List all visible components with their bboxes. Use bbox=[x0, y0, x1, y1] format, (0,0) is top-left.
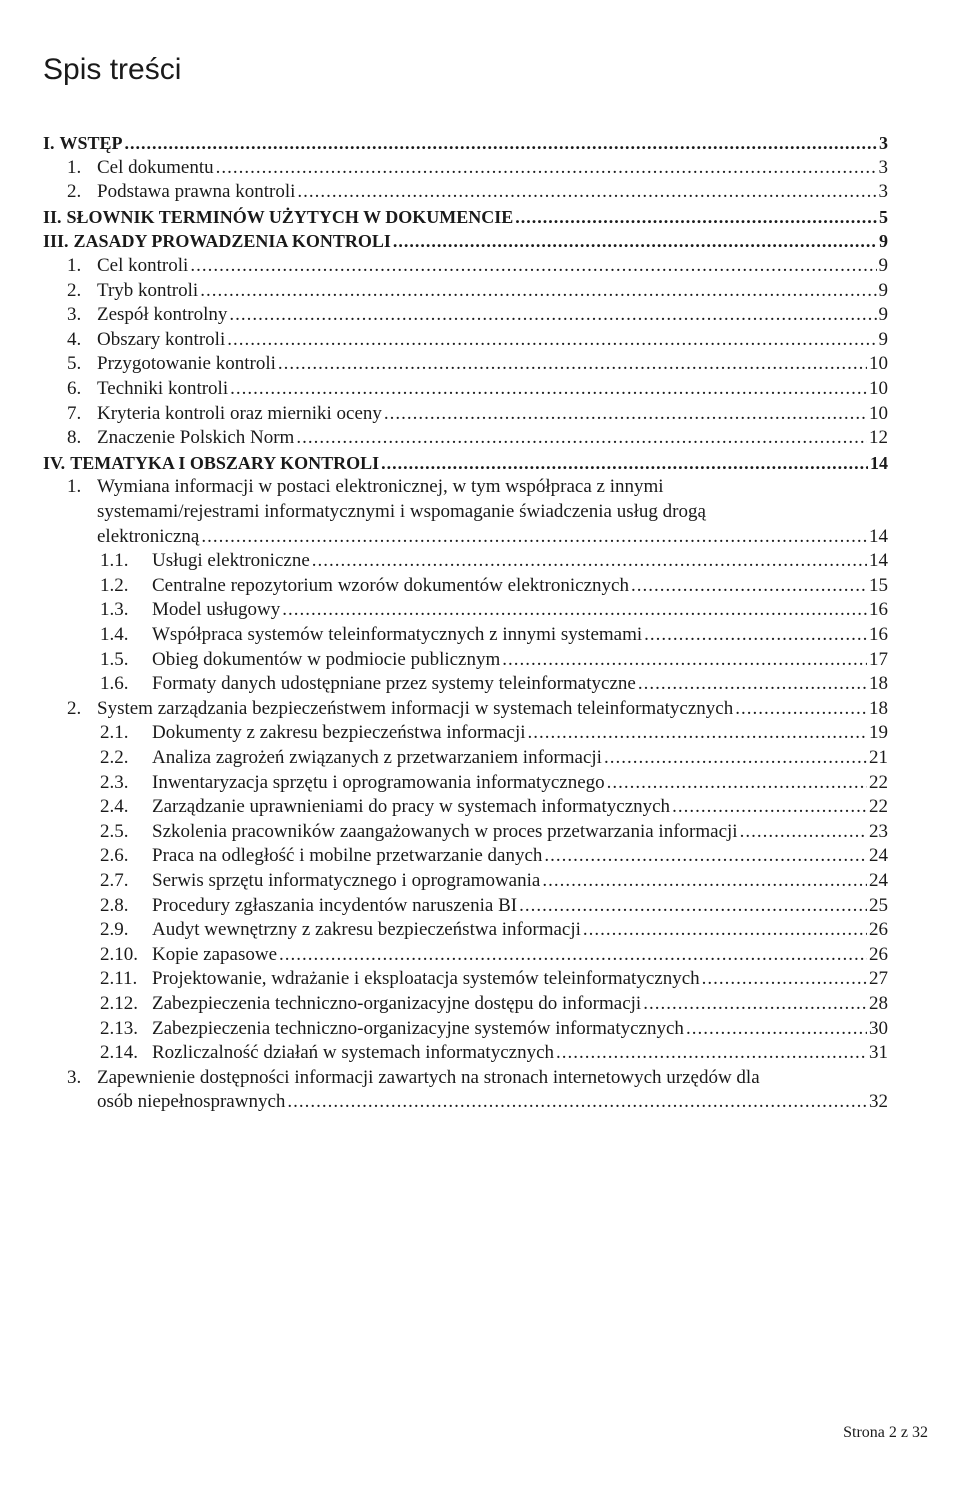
dot-leader bbox=[287, 1089, 867, 1115]
toc-entry[interactable] bbox=[67, 696, 888, 722]
toc-entry-number: 2.9. bbox=[100, 919, 129, 941]
dot-leader bbox=[583, 917, 867, 943]
toc-entry-number: 2.10. bbox=[100, 943, 138, 965]
toc-entry-number: 1. bbox=[67, 476, 82, 498]
dot-leader bbox=[279, 942, 867, 968]
toc-entry[interactable] bbox=[100, 720, 888, 746]
toc-entry-number: 2.3. bbox=[100, 771, 129, 793]
toc-entry[interactable] bbox=[67, 376, 888, 402]
toc-entry-title: Analiza zagrożeń związanych z przetwarzaniem informacji bbox=[152, 747, 602, 768]
toc-entry[interactable] bbox=[67, 401, 888, 427]
dot-leader bbox=[544, 843, 867, 869]
toc-entry-number: 1.3. bbox=[100, 599, 129, 621]
toc-entry-page: 27 bbox=[869, 968, 888, 990]
toc-entry-title: Współpraca systemów teleinformatycznych z innymi systemami bbox=[152, 624, 643, 645]
toc-entry-title: Obieg dokumentów w podmiocie publicznym bbox=[152, 648, 501, 670]
dot-leader bbox=[201, 524, 867, 550]
toc-entry[interactable] bbox=[67, 278, 888, 304]
toc-entry-number: 2.8. bbox=[100, 894, 129, 916]
toc-entry-title: Dokumenty z zakresu bezpieczeństwa informacji bbox=[152, 722, 526, 744]
toc-entry-title: ZASADY PROWADZENIA KONTROLI bbox=[73, 231, 391, 252]
toc-entry-number: 2.5. bbox=[100, 820, 129, 842]
toc-entry-page: 28 bbox=[869, 993, 888, 1014]
toc-entry-title: Cel kontroli bbox=[97, 255, 189, 276]
toc-entry-title: Tryb kontroli bbox=[97, 279, 199, 301]
toc-entry-page: 30 bbox=[869, 1017, 888, 1039]
toc-entry-title: Wymiana informacji w postaci elektronicznej, w tym współpraca z innymi bbox=[97, 476, 664, 498]
toc-entry-title: Szkolenia pracowników zaangażowanych w proces przetwarzania informacji bbox=[152, 820, 738, 842]
toc-entry-page: 9 bbox=[878, 255, 888, 276]
dot-leader bbox=[735, 696, 867, 722]
toc-entry-title: Procedury zgłaszania incydentów naruszenia BI bbox=[152, 894, 518, 916]
toc-entry-number: 2. bbox=[67, 697, 82, 719]
dot-leader bbox=[297, 179, 876, 205]
toc-entry-number: 4. bbox=[67, 328, 82, 350]
dot-leader bbox=[216, 155, 877, 181]
dot-leader bbox=[393, 228, 877, 254]
toc-entry[interactable] bbox=[43, 204, 888, 230]
toc-entry-title: Audyt wewnętrzny z zakresu bezpieczeństwa informacji bbox=[152, 919, 581, 941]
toc-entry-page: 15 bbox=[869, 574, 888, 596]
toc-entry-page: 12 bbox=[869, 427, 888, 449]
dot-leader bbox=[296, 425, 867, 451]
toc-entry[interactable] bbox=[100, 942, 888, 968]
toc-entry[interactable] bbox=[67, 327, 888, 353]
toc-entry-number: 2. bbox=[67, 181, 82, 203]
toc-entry-title: Zarządzanie uprawnieniami do pracy w systemach informatycznych bbox=[152, 796, 671, 818]
toc-entry-page: 10 bbox=[869, 378, 888, 399]
toc-entry[interactable] bbox=[67, 1065, 888, 1091]
toc-entry-number: I. bbox=[43, 133, 55, 153]
toc-entry-page: 24 bbox=[869, 845, 888, 867]
toc-entry-page: 21 bbox=[869, 747, 888, 768]
toc-entry[interactable] bbox=[43, 228, 888, 254]
toc-entry-title: Centralne repozytorium wzorów dokumentów elektronicznych bbox=[152, 574, 629, 596]
dot-leader bbox=[200, 278, 876, 304]
toc-entry-title: Praca na odległość i mobilne przetwarzanie danych bbox=[152, 845, 543, 867]
dot-leader bbox=[607, 770, 867, 796]
toc-entry[interactable] bbox=[100, 1040, 888, 1066]
dot-leader bbox=[604, 745, 867, 771]
toc-entry[interactable] bbox=[100, 868, 888, 894]
dot-leader bbox=[282, 597, 867, 623]
dot-leader bbox=[227, 327, 876, 353]
toc-entry-page: 31 bbox=[869, 1042, 888, 1064]
toc-entry-title: Przygotowanie kontroli bbox=[97, 353, 276, 375]
toc-entry-number: 2.6. bbox=[100, 845, 129, 867]
toc-entry-page: 16 bbox=[869, 599, 888, 621]
toc-entry-page: 16 bbox=[869, 624, 888, 645]
toc-entry[interactable] bbox=[100, 843, 888, 869]
toc-entry-number: 5. bbox=[67, 353, 82, 375]
toc-entry[interactable] bbox=[43, 450, 888, 476]
toc-entry-title: Model usługowy bbox=[152, 599, 281, 621]
toc-entry-page: 10 bbox=[869, 353, 888, 375]
toc-entry-number: 2.4. bbox=[100, 796, 129, 818]
toc-entry-page: 25 bbox=[869, 894, 888, 916]
dot-leader bbox=[229, 302, 876, 328]
toc-entry-page: 19 bbox=[869, 722, 888, 744]
dot-leader bbox=[702, 966, 867, 992]
toc-entry[interactable] bbox=[67, 155, 888, 181]
toc-entry-number: 3. bbox=[67, 1066, 82, 1088]
toc-entry[interactable] bbox=[100, 548, 888, 574]
dot-leader bbox=[638, 671, 867, 697]
toc-entry-page: 17 bbox=[869, 648, 888, 670]
toc-entry-number: 1.5. bbox=[100, 648, 129, 670]
toc-entry[interactable] bbox=[100, 794, 888, 820]
toc-entry-title: Formaty danych udostępniane przez systemy teleinformatyczne bbox=[152, 673, 636, 695]
toc-entry-title: Kopie zapasowe bbox=[152, 943, 278, 965]
toc-entry-title: SŁOWNIK TERMINÓW UŻYTYCH W DOKUMENCIE bbox=[66, 206, 514, 227]
toc-entry[interactable] bbox=[100, 819, 888, 845]
toc-entry-title: Zabezpieczenia techniczno-organizacyjne systemów informatycznych bbox=[152, 1017, 684, 1039]
toc-entry-title: Kryteria kontroli oraz mierniki oceny bbox=[97, 402, 382, 424]
dot-leader bbox=[278, 351, 867, 377]
toc-entry[interactable] bbox=[100, 917, 888, 943]
dot-leader bbox=[644, 622, 867, 648]
toc-entry[interactable] bbox=[43, 130, 888, 156]
dot-leader bbox=[556, 1040, 867, 1066]
toc-entry-title: Zabezpieczenia techniczno-organizacyjne dostępu do informacji bbox=[152, 993, 642, 1014]
dot-leader bbox=[631, 573, 867, 599]
page-number-footer: Strona 2 z 32 bbox=[843, 1424, 928, 1441]
toc-entry-page: 23 bbox=[869, 820, 888, 842]
dot-leader bbox=[740, 819, 867, 845]
toc-entry-page: 24 bbox=[869, 870, 888, 891]
toc-entry-number: 6. bbox=[67, 378, 82, 399]
toc-entry-number: 1. bbox=[67, 255, 82, 276]
toc-entry-page: 22 bbox=[869, 796, 888, 818]
toc-entry-number: 2.13. bbox=[100, 1017, 138, 1039]
toc-entry-page: 14 bbox=[869, 550, 888, 572]
toc-entry[interactable] bbox=[100, 966, 888, 992]
toc-entry-number: 2. bbox=[67, 279, 82, 301]
toc-entry-page: 9 bbox=[878, 279, 888, 301]
toc-entry-title: Znaczenie Polskich Norm bbox=[97, 427, 295, 449]
dot-leader bbox=[230, 376, 867, 402]
toc-entry-title: Usługi elektroniczne bbox=[152, 550, 310, 572]
toc-entry-title: Rozliczalność działań w systemach informatycznych bbox=[152, 1042, 555, 1064]
toc-entry[interactable] bbox=[100, 745, 888, 771]
toc-entry-number: III. bbox=[43, 231, 69, 252]
toc-entry-title: Inwentaryzacja sprzętu i oprogramowania informatycznego bbox=[152, 771, 605, 793]
toc-entry-title: Podstawa prawna kontroli bbox=[97, 181, 296, 203]
dot-leader bbox=[643, 991, 867, 1017]
toc-entry-page: 3 bbox=[878, 181, 888, 203]
toc-entry-page: 5 bbox=[879, 206, 888, 227]
toc-entry-title: Zapewnienie dostępności informacji zawartych na stronach internetowych urzędów dla bbox=[97, 1066, 760, 1088]
toc-entry-number: 7. bbox=[67, 402, 82, 424]
toc-entry[interactable] bbox=[100, 991, 888, 1017]
toc-entry-page: 18 bbox=[869, 697, 888, 719]
toc-entry-number: 1. bbox=[67, 156, 82, 178]
toc-entry[interactable] bbox=[100, 573, 888, 599]
toc-entry[interactable] bbox=[100, 1016, 888, 1042]
toc-entry-number: 2.2. bbox=[100, 747, 129, 768]
dot-leader bbox=[384, 401, 867, 427]
dot-leader bbox=[528, 720, 867, 746]
toc-entry[interactable] bbox=[100, 893, 888, 919]
dot-leader bbox=[312, 548, 867, 574]
toc-entry[interactable] bbox=[100, 671, 888, 697]
toc-entry-page: 14 bbox=[869, 525, 888, 547]
toc-entry[interactable] bbox=[100, 770, 888, 796]
toc-entry-page: 32 bbox=[869, 1091, 888, 1113]
toc-entry-title: osób niepełnosprawnych bbox=[97, 1091, 286, 1113]
toc-entry-page: 10 bbox=[869, 402, 888, 424]
toc-entry[interactable] bbox=[97, 499, 888, 525]
toc-entry-number: 1.6. bbox=[100, 673, 129, 695]
dot-leader bbox=[190, 253, 876, 279]
toc-entry-title: System zarządzania bezpieczeństwem informacji w systemach teleinformatycznych bbox=[97, 697, 734, 719]
toc-entry-title: elektroniczną bbox=[97, 525, 200, 547]
dot-leader bbox=[125, 130, 877, 156]
dot-leader bbox=[542, 868, 867, 894]
toc-entry[interactable] bbox=[67, 474, 888, 500]
toc-entry-number: 1.2. bbox=[100, 574, 129, 596]
toc-entry[interactable] bbox=[67, 179, 888, 205]
toc-entry-page: 9 bbox=[878, 304, 888, 326]
toc-entry-number: IV. bbox=[43, 452, 66, 473]
toc-entry[interactable] bbox=[67, 302, 888, 328]
dot-leader bbox=[381, 450, 868, 476]
dot-leader bbox=[515, 204, 877, 230]
dot-leader bbox=[502, 647, 867, 673]
toc-entry[interactable] bbox=[100, 622, 888, 648]
toc-entry[interactable] bbox=[67, 351, 888, 377]
toc-entry-page: 22 bbox=[869, 771, 888, 793]
toc-entry-title: Projektowanie, wdrażanie i eksploatacja systemów teleinformatycznych bbox=[152, 968, 700, 990]
toc-entry-number: II. bbox=[43, 206, 62, 227]
toc-entry-title: systemami/rejestrami informatycznymi i wspomaganie świadczenia usług drogą bbox=[97, 501, 706, 522]
toc-entry-number: 2.1. bbox=[100, 722, 129, 744]
dot-leader bbox=[519, 893, 867, 919]
toc-entry-page: 9 bbox=[878, 328, 888, 350]
toc-entry-page: 26 bbox=[869, 943, 888, 965]
toc-entry-page: 3 bbox=[878, 156, 888, 178]
toc-entry-page: 3 bbox=[879, 133, 888, 153]
toc-entry-title: Obszary kontroli bbox=[97, 328, 226, 350]
toc-entry-page: 14 bbox=[870, 452, 888, 473]
toc-entry-number: 8. bbox=[67, 427, 82, 449]
toc-entry[interactable] bbox=[67, 425, 888, 451]
toc-entry[interactable] bbox=[67, 253, 888, 279]
toc-entry-number: 3. bbox=[67, 304, 82, 326]
toc-entry-title: Serwis sprzętu informatycznego i oprogramowania bbox=[152, 870, 541, 891]
toc-entry-page: 26 bbox=[869, 919, 888, 941]
toc-entry-title: Zespół kontrolny bbox=[97, 304, 228, 326]
toc-entry[interactable] bbox=[100, 647, 888, 673]
page-title: Spis treści bbox=[43, 53, 182, 86]
toc-entry-number: 2.11. bbox=[100, 968, 138, 990]
dot-leader bbox=[686, 1016, 867, 1042]
toc-entry-number: 2.14. bbox=[100, 1042, 138, 1064]
toc-entry-page: 18 bbox=[869, 673, 888, 695]
toc-entry-page: 9 bbox=[879, 231, 888, 252]
toc-entry-title: Techniki kontroli bbox=[97, 378, 229, 399]
toc-entry-number: 1.4. bbox=[100, 624, 129, 645]
toc-entry-title: Cel dokumentu bbox=[97, 156, 214, 178]
toc-entry-title: WSTĘP bbox=[59, 133, 123, 153]
toc-entry-number: 1.1. bbox=[100, 550, 129, 572]
toc-entry[interactable] bbox=[97, 524, 888, 550]
toc-entry-number: 2.12. bbox=[100, 993, 138, 1014]
toc-entry[interactable] bbox=[97, 1089, 888, 1115]
toc-entry[interactable] bbox=[100, 597, 888, 623]
toc-entry-number: 2.7. bbox=[100, 870, 129, 891]
dot-leader bbox=[672, 794, 867, 820]
toc-entry-title: TEMATYKA I OBSZARY KONTROLI bbox=[70, 452, 380, 473]
